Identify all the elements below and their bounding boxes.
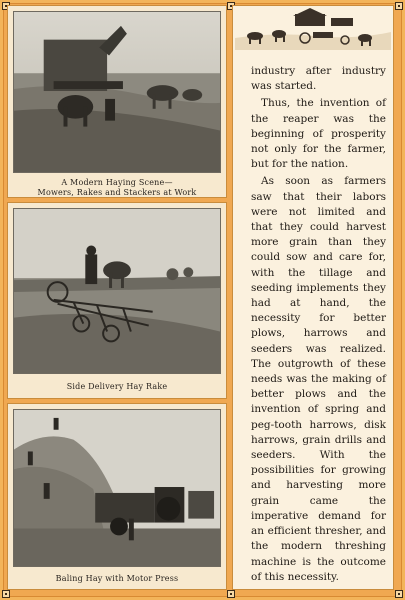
corner-ornament-bottom-left — [2, 590, 10, 598]
article-paragraph: Thus, the invention of the reaper was the beginning of prosperity not only for the farmer, but for the nation. — [251, 97, 386, 171]
photo-panel-haying-scene — [7, 5, 227, 198]
photo-haying-scene — [13, 11, 221, 173]
corner-ornament-bottom-middle — [227, 590, 235, 598]
photo-baling-hay — [13, 409, 221, 567]
article-paragraph: industry after industry was started. — [251, 65, 386, 93]
header-illustration — [235, 8, 391, 50]
caption-haying-scene: A Modern Haying Scene— Mowers, Rakes and Stackers at Work — [37, 178, 197, 197]
article-column — [232, 5, 394, 590]
caption-hay-rake: Side Delivery Hay Rake — [66, 382, 168, 391]
article-body — [251, 64, 386, 585]
photo-column — [7, 5, 227, 590]
caption-baling-hay: Baling Hay with Motor Press — [55, 574, 179, 583]
photo-panel-hay-rake — [7, 202, 227, 399]
photo-hay-rake — [13, 208, 221, 374]
article-paragraph: As soon as farmers saw that their labors were not limited and that they could harvest more grain than they could sow and care for, with the tillage and seeding implements they had at hand, the necessity for better plows, harrows and seeders was realized. The outgrowth of these needs was the making of better plows and the invention of spring and peg-tooth harrows, disk harrows, grain drills and seeders. With the possibilities for growing and harvesting more grain came the imperative demand for an efficient thresher, and the modern threshing machine is the outcome of this necessity. — [251, 175, 386, 583]
photo-panel-baling-hay — [7, 403, 227, 590]
corner-ornament-bottom-right — [395, 590, 403, 598]
corner-ornament-top-right — [395, 2, 403, 10]
